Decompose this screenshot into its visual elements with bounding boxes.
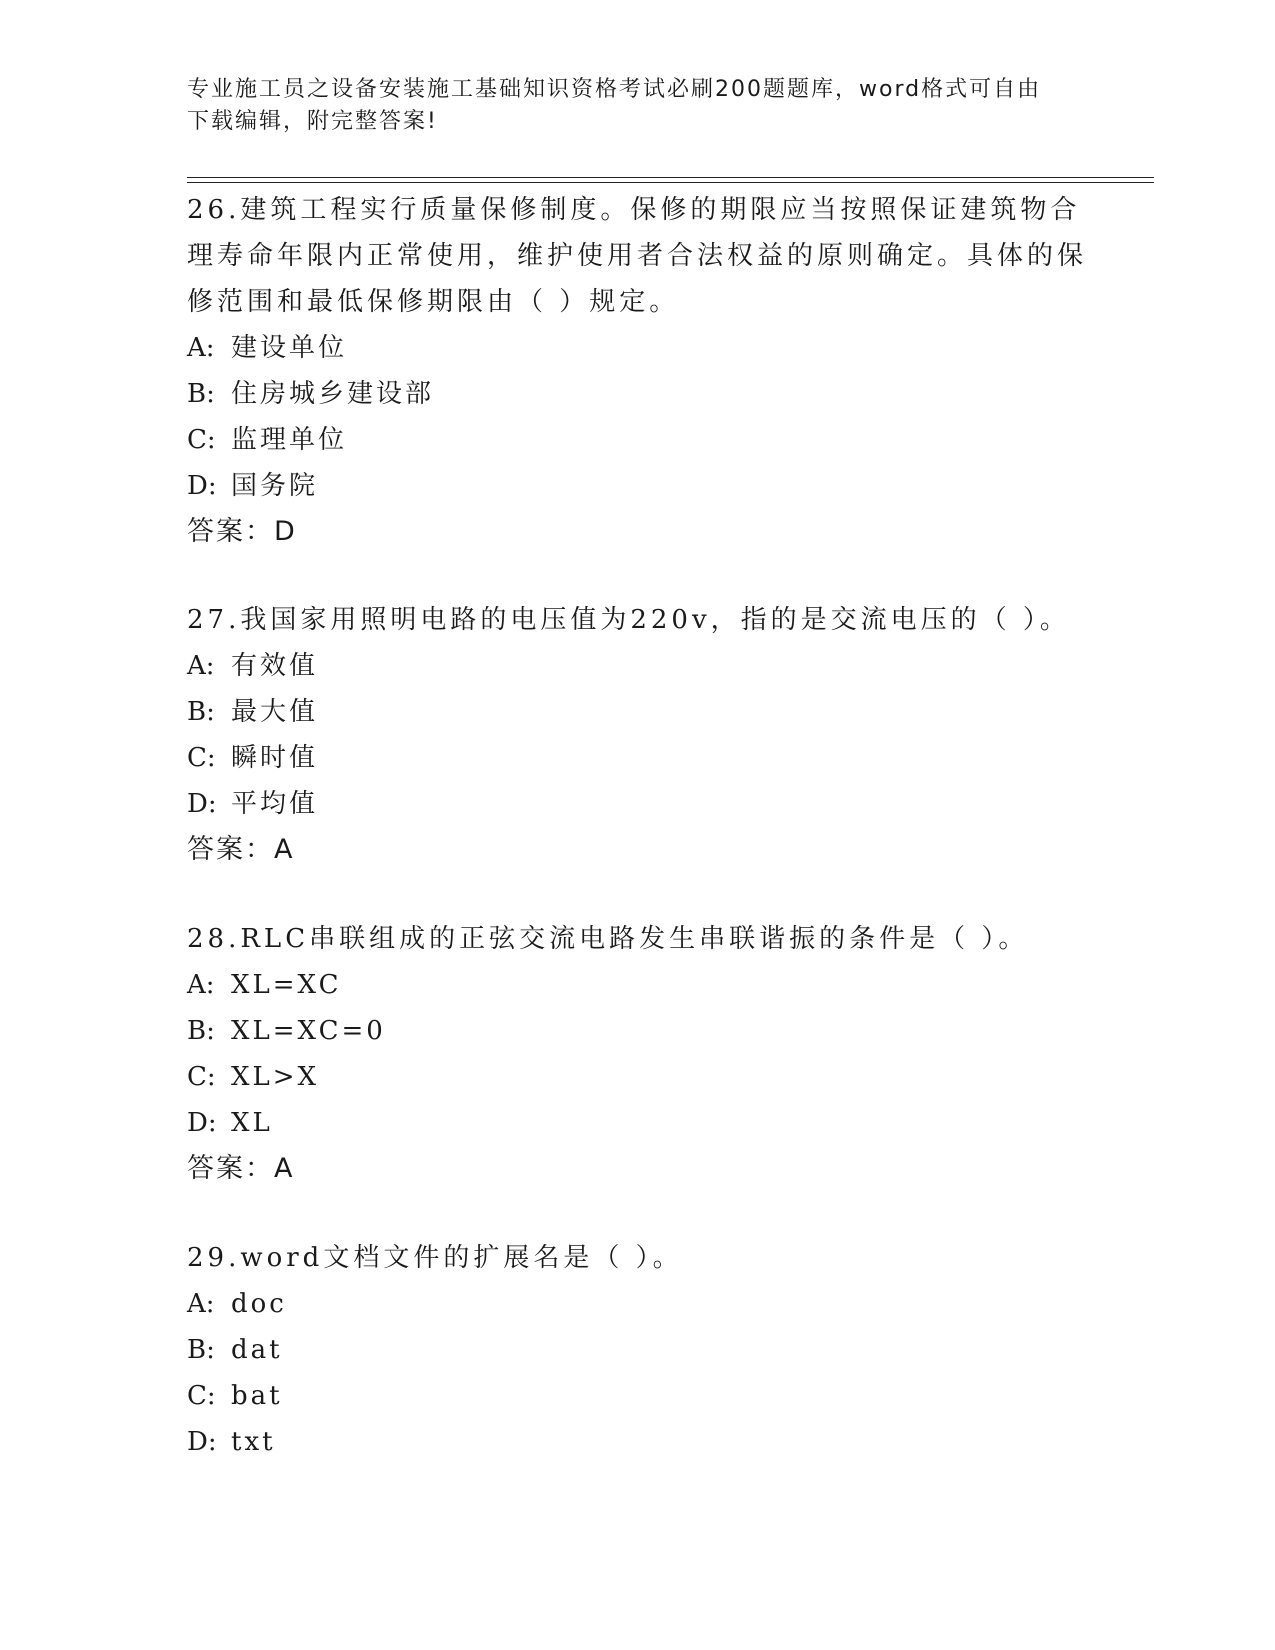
option-label: B:	[187, 1335, 215, 1365]
option-text: 监理单位	[231, 425, 348, 455]
option-d	[187, 463, 1087, 509]
header-line-1: 专业施工员之设备安装施工基础知识资格考试必刷200题题库，word格式可自由	[187, 77, 1042, 102]
header-line-2: 下载编辑，附完整答案!	[187, 109, 438, 134]
option-b	[187, 1327, 1087, 1373]
option-label: A:	[187, 970, 215, 1000]
option-label: D:	[187, 789, 217, 819]
question-text: 28.RLC串联组成的正弦交流电路发生串联谐振的条件是（ ）。	[187, 924, 1029, 954]
option-text: 最大值	[231, 697, 319, 727]
option-text: 瞬时值	[231, 743, 319, 773]
option-text: 住房城乡建设部	[231, 379, 435, 409]
option-a	[187, 325, 1087, 371]
answer-line: 答案：A	[187, 1153, 295, 1184]
option-d	[187, 781, 1087, 827]
option-a	[187, 962, 1087, 1008]
option-a	[187, 1281, 1087, 1327]
option-text: XL>X	[231, 1062, 320, 1092]
option-text: bat	[231, 1381, 283, 1411]
option-a	[187, 643, 1087, 689]
option-label: C:	[187, 1381, 216, 1411]
option-label: A:	[187, 651, 215, 681]
option-label: C:	[187, 743, 216, 773]
option-label: A:	[187, 1289, 215, 1319]
option-label: D:	[187, 1108, 217, 1138]
question-text: 29.word文档文件的扩展名是（ ）。	[187, 1243, 683, 1273]
option-d	[187, 1100, 1087, 1146]
option-label: B:	[187, 1016, 215, 1046]
option-text: 国务院	[231, 471, 319, 501]
option-label: B:	[187, 697, 215, 727]
question-text: 26.建筑工程实行质量保修制度。保修的期限应当按照保证建筑物合理寿命年限内正常使用，维护使用者合法权益的原则确定。具体的保修范围和最低保修期限由（ ）规定。	[187, 195, 1088, 317]
question-28	[187, 916, 1087, 1192]
option-label: B:	[187, 379, 215, 409]
option-text: dat	[231, 1335, 283, 1365]
option-text: XL=XC=0	[231, 1016, 386, 1046]
option-label: C:	[187, 1062, 216, 1092]
header-divider-bottom	[187, 182, 1154, 183]
option-b	[187, 1008, 1087, 1054]
header-divider-top	[187, 177, 1154, 178]
document-header	[187, 74, 1087, 138]
option-text: 建设单位	[231, 333, 348, 363]
option-text: XL	[231, 1108, 273, 1138]
option-c	[187, 735, 1087, 781]
option-label: D:	[187, 1427, 217, 1457]
option-b	[187, 371, 1087, 417]
question-26	[187, 187, 1087, 555]
option-text: XL=XC	[231, 970, 342, 1000]
option-text: doc	[231, 1289, 287, 1319]
question-text: 27.我国家用照明电路的电压值为220v，指的是交流电压的（ ）。	[187, 605, 1070, 635]
answer-line: 答案：D	[187, 516, 297, 547]
option-d	[187, 1419, 1087, 1465]
option-label: D:	[187, 471, 217, 501]
option-label: C:	[187, 425, 216, 455]
option-b	[187, 689, 1087, 735]
option-c	[187, 417, 1087, 463]
option-text: 有效值	[231, 651, 319, 681]
question-27	[187, 597, 1087, 873]
option-c	[187, 1054, 1087, 1100]
option-c	[187, 1373, 1087, 1419]
option-label: A:	[187, 333, 215, 363]
option-text: txt	[231, 1427, 276, 1457]
option-text: 平均值	[231, 789, 319, 819]
answer-line: 答案：A	[187, 834, 295, 865]
question-29	[187, 1235, 1087, 1465]
